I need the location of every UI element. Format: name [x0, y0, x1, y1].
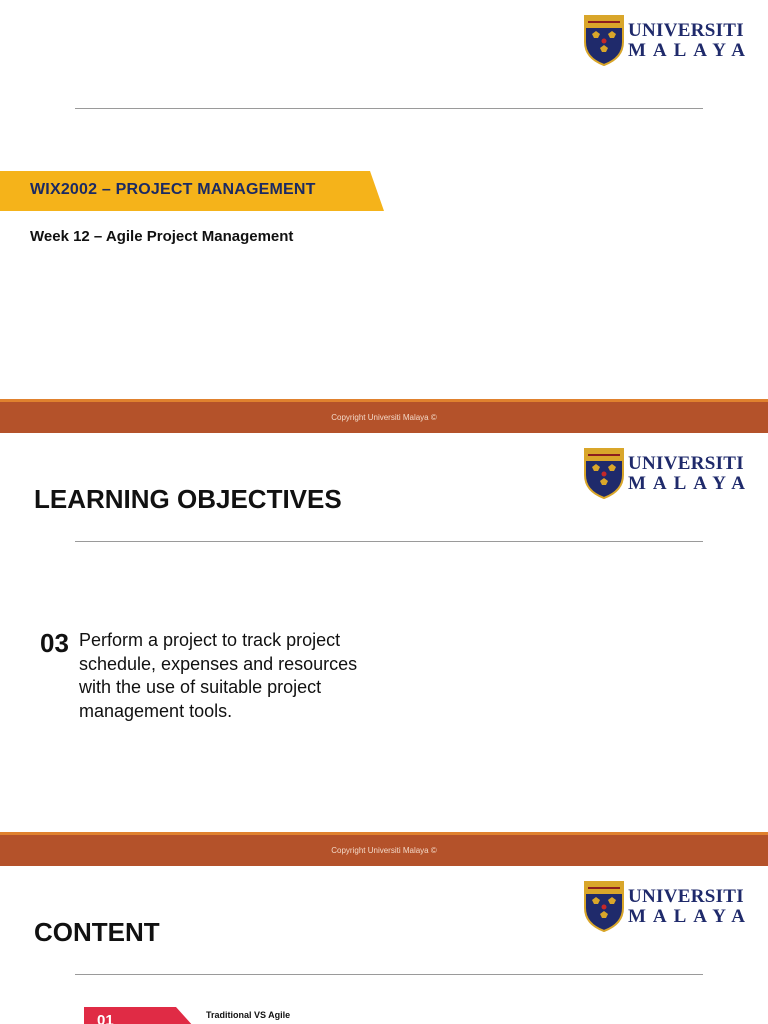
objective-text: Perform a project to track project schedule, expenses and resources with the use of suitable project management tools. — [79, 630, 358, 721]
logo-text-universiti: UNIVERSITI — [627, 19, 744, 41]
slide-learning-objectives — [0, 433, 768, 866]
page-title: CONTENT — [34, 917, 160, 947]
footer-bar — [0, 832, 768, 866]
footer-bar — [0, 399, 768, 433]
content-item-label: Traditional VS Agile — [206, 1010, 291, 1020]
slide-title-page — [0, 0, 768, 433]
crest-icon — [583, 880, 625, 932]
copyright-text: Copyright Universiti Malaya © — [331, 413, 437, 422]
course-banner — [0, 171, 384, 211]
crest-icon — [583, 447, 625, 499]
university-logo — [583, 447, 752, 499]
university-logo — [583, 880, 752, 932]
content-item-number: 01 — [97, 1012, 114, 1024]
objective-number: 03 — [40, 628, 69, 658]
page-title: LEARNING OBJECTIVES — [34, 484, 342, 514]
header-divider — [75, 541, 703, 542]
week-subtitle: Week 12 – Agile Project Management — [30, 228, 294, 245]
course-title: WIX2002 – PROJECT MANAGEMENT — [30, 181, 316, 198]
logo-text-malaya: MALAYA — [627, 472, 752, 494]
content-item-number-tag — [84, 1007, 194, 1024]
logo-text-universiti: UNIVERSITI — [627, 885, 744, 907]
copyright-text: Copyright Universiti Malaya © — [331, 846, 437, 855]
logo-text-malaya: MALAYA — [627, 905, 752, 927]
slide-content — [0, 866, 768, 1024]
logo-text-malaya: MALAYA — [627, 39, 752, 61]
logo-text-universiti: UNIVERSITI — [627, 452, 744, 474]
header-divider — [75, 974, 703, 975]
header-divider — [75, 108, 703, 109]
university-logo — [583, 14, 752, 66]
crest-icon — [583, 14, 625, 66]
